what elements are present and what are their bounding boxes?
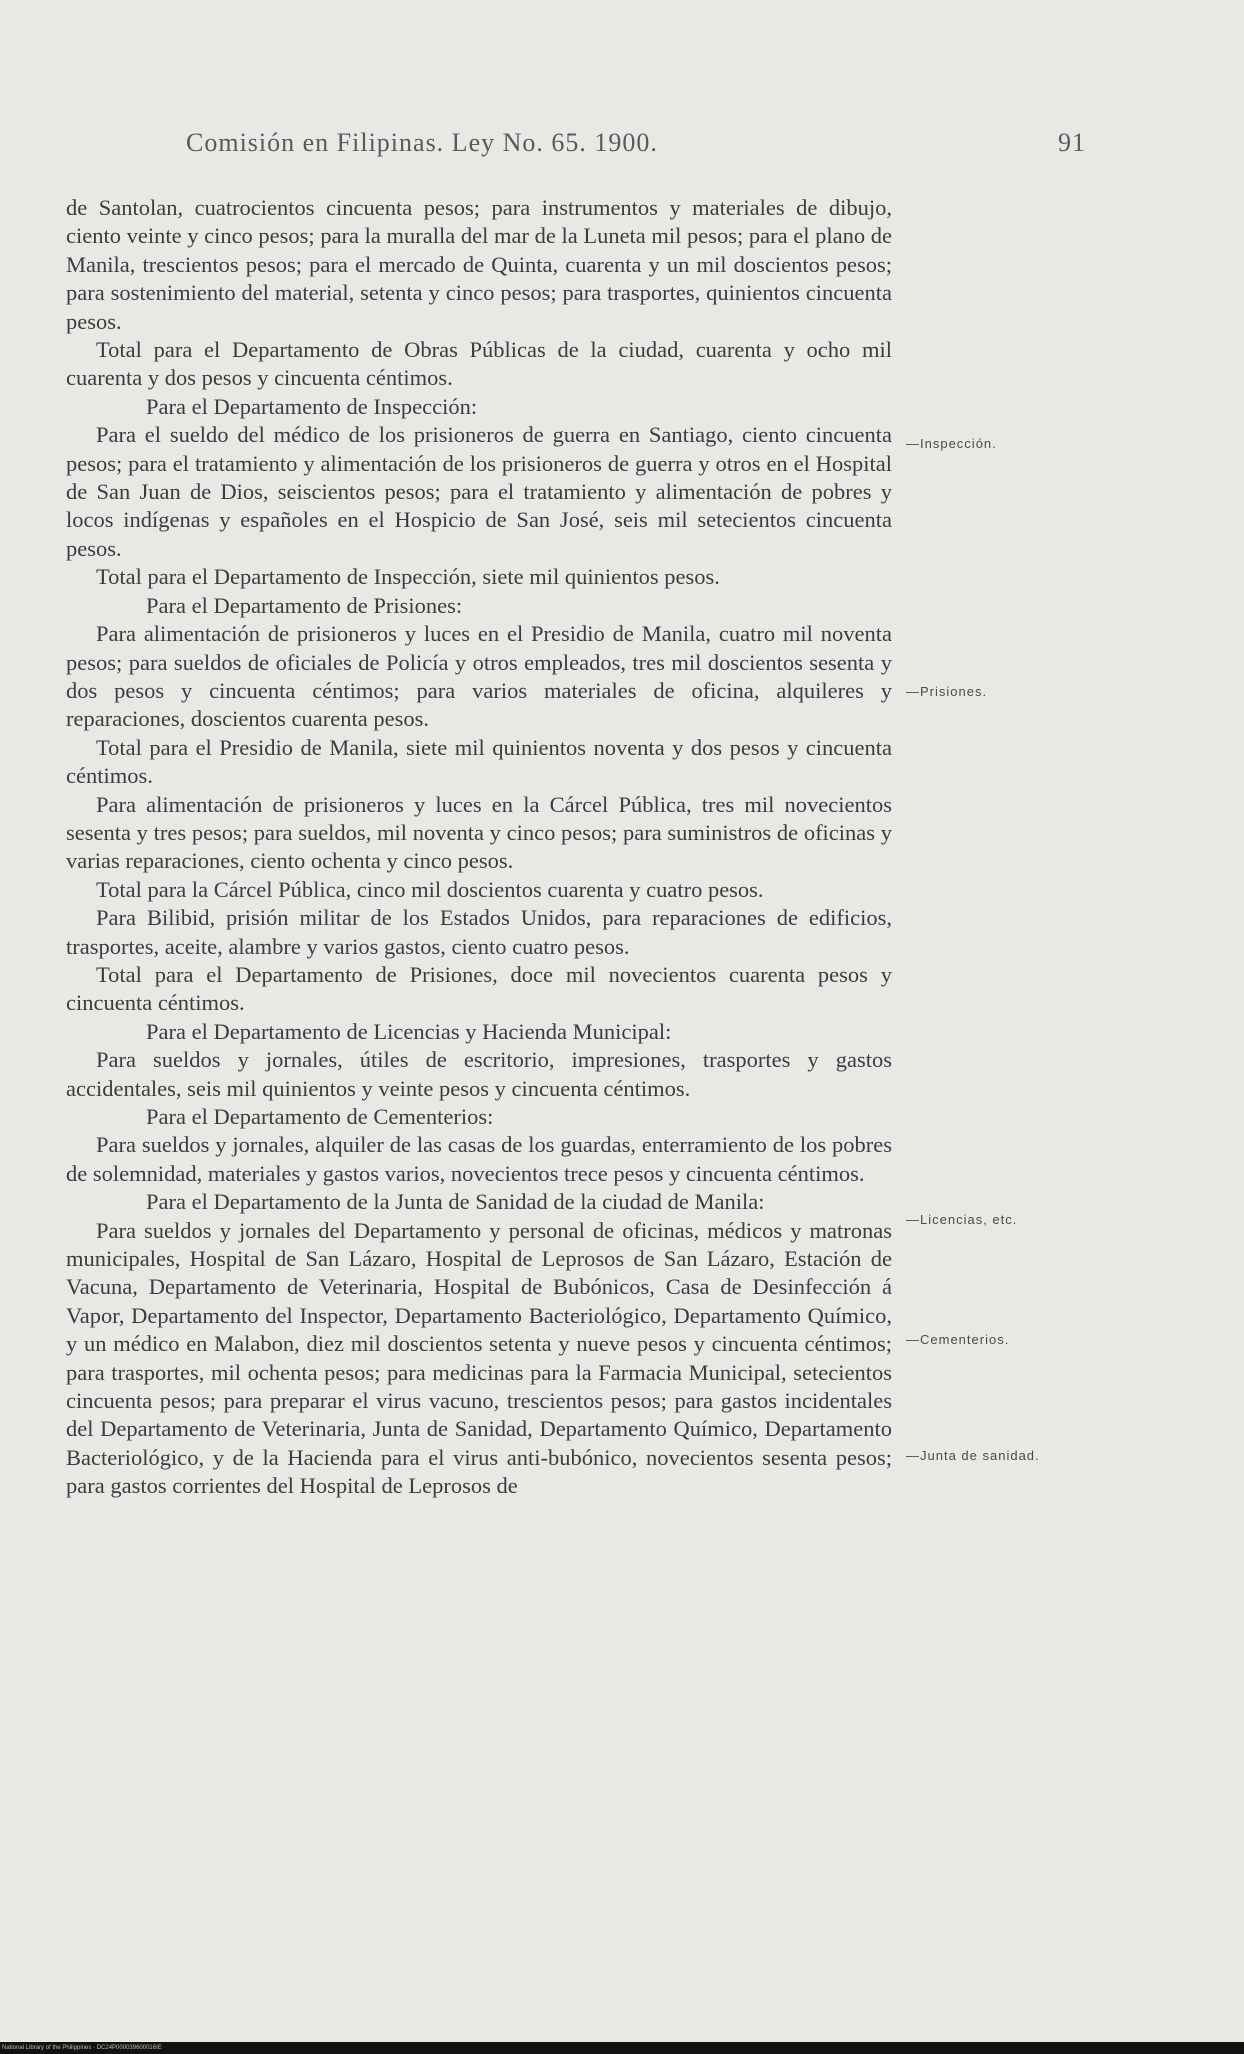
paragraph: Total para la Cárcel Pública, cinco mil doscientos cuarenta y cuatro pesos.: [96, 876, 764, 902]
paragraph: Para sueldos y jornales, útiles de escritorio, impresiones, trasportes y gastos accidentales, seis mil quinientos y veinte pesos y cincuenta céntimos.: [66, 1047, 892, 1101]
section-heading: Para el Departamento de la Junta de Sanidad de la ciudad de Manila:: [146, 1189, 765, 1215]
section-heading: Para el Departamento de Prisiones:: [146, 592, 463, 618]
paragraph: Para el sueldo del médico de los prisioneros de guerra en Santiago, ciento cincuenta pesos; para el tratamiento y alimentación de los prisioneros de guerra y otros en el Hospital de San Juan de Dios, seiscientos pesos; para el tratamiento y alimentación de pobres y locos indígenas y españoles en el Hospicio de San José, seis mil setecientos cincuenta pesos.: [66, 422, 892, 561]
margin-note-sanidad: —Junta de sanidad.: [906, 1448, 1040, 1463]
paragraph: Para alimentación de prisioneros y luces en la Cárcel Pública, tres mil novecientos sesenta y tres pesos; para sueldos, mil noventa y cinco pesos; para suministros de oficinas y varias reparaciones, ciento ochenta y cinco pesos.: [66, 791, 892, 874]
paragraph: Total para el Departamento de Prisiones, doce mil novecientos cuarenta pesos y cincuenta céntimos.: [66, 961, 892, 1016]
paragraph: Total para el Presidio de Manila, siete mil quinientos noventa y dos pesos y cincuenta céntimos.: [66, 734, 892, 789]
margin-note-prisiones: —Prisiones.: [906, 684, 988, 699]
paragraph: Para sueldos y jornales del Departamento y personal de oficinas, médicos y matronas municipales, Hospital de San Lázaro, Hospital de Leprosos de San Lázaro, Estación de Vacuna, Departamento de Veterinaria, Hospital de Bubónicos, Casa de Desinfección á Vapor, Departamento del Inspector, Departamento Bacteriológico, Departamento Químico, y un médico en Malabon, diez mil doscientos setenta y nueve pesos y cincuenta céntimos; para trasportes, mil ochenta pesos; para medicinas para la Farmacia Municipal, setecientos cincuenta pesos; para preparar el virus vacuno, trescientos pesos; para gastos incidentales del Departamento de Veterinaria, Junta de Sanidad, Departamento Químico, Departamento Bacteriológico, y de la Hacienda para el virus anti-bubónico, novecientos sesenta pesos; para gastos corrientes del Hospital de Leprosos de: [66, 1217, 892, 1499]
section-heading: Para el Departamento de Licencias y Hacienda Municipal:: [146, 1018, 672, 1044]
page-header: [186, 128, 1086, 168]
paragraph: Para sueldos y jornales, alquiler de las casas de los guardas, enterramiento de los pobres de solemnidad, materiales y gastos varios, novecientos trece pesos y cincuenta céntimos.: [66, 1132, 892, 1186]
running-title: Comisión en Filipinas. Ley No. 65. 1900.: [186, 128, 658, 157]
margin-note-inspeccion: —Inspección.: [906, 436, 997, 451]
scan-footer: National Library of the Philippines · DC24P000039600016IE: [0, 2042, 1244, 2054]
paragraph: Para Bilibid, prisión militar de los Estados Unidos, para reparaciones de edificios, trasportes, aceite, alambre y varios gastos, ciento cuatro pesos.: [66, 905, 892, 959]
section-heading: Para el Departamento de Cementerios:: [146, 1104, 494, 1129]
margin-note-licencias: —Licencias, etc.: [906, 1212, 1018, 1227]
paragraph: Total para el Departamento de Obras Públicas de la ciudad, cuarenta y ocho mil cuarenta y dos pesos y cincuenta céntimos.: [66, 337, 892, 391]
paragraph: de Santolan, cuatrocientos cincuenta pesos; para instrumentos y materiales de dibujo, ciento veinte y cinco pesos; para la muralla del mar de la Luneta mil pesos; para el plano de Manila, trescientos pesos; para el mercado de Quinta, cuarenta y un mil doscientos pesos; para sostenimiento del material, setenta y cinco pesos; para trasportes, quinientos cincuenta pesos.: [66, 195, 892, 334]
paragraph: Total para el Departamento de Inspección, siete mil quinientos pesos.: [96, 564, 720, 590]
body-text: [66, 194, 892, 1501]
paragraph: Para alimentación de prisioneros y luces en el Presidio de Manila, cuatro mil noventa pesos; para sueldos de oficiales de Policía y otros empleados, tres mil doscientos sesenta y dos pesos y cincuenta céntimos; para varios materiales de oficina, alquileres y reparaciones, doscientos cuarenta pesos.: [66, 621, 892, 732]
section-heading: Para el Departamento de Inspección:: [146, 393, 478, 419]
page-number: 91: [1058, 128, 1086, 157]
margin-note-cementerios: —Cementerios.: [906, 1332, 1010, 1347]
